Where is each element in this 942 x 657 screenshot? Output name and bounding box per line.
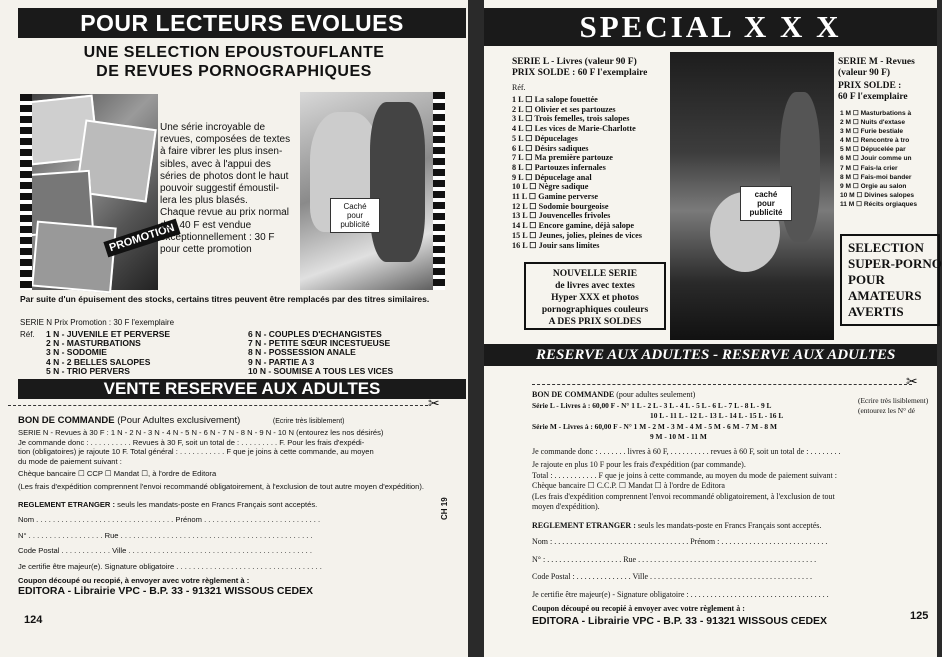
new-series-box <box>524 262 666 330</box>
censor-line: Caché <box>343 202 367 211</box>
left-headline-1: UNE SELECTION EPOUSTOUFLANTE <box>83 44 385 61</box>
list-item: 1 N - JUVENILE ET PERVERSE <box>46 329 171 339</box>
body-line: à faire vibrer les plus insen- <box>160 146 283 158</box>
order-title: BON DE COMMANDE <box>18 415 115 426</box>
postal-field[interactable]: Code Postal : . . . . . . . . . . . . . . Ville . . . . . . . . . . . . . . . . . . . . . . . . . . . . . . . . . . . . . . . . . <box>532 572 813 581</box>
foreign-payment-label: REGLEMENT ETRANGER : <box>18 499 116 509</box>
promotion-badge: PROMOTION <box>103 219 180 258</box>
order-serie-m[interactable]: Série M - Livres à : 60,00 F - N° 1 M - 2 M - 3 M - 4 M - 5 M - 6 M - 7 M - 8 M <box>532 421 777 431</box>
order-bracket-note <box>858 396 928 416</box>
list-item[interactable]: 1 L ☐ La salope fouettée <box>512 95 598 104</box>
list-item[interactable]: 15 L ☐ Jeunes, jolies, pleines de vices <box>512 230 642 240</box>
serie-m-title: SERIE M - Revues <box>838 57 915 67</box>
serie-m-price: 60 F l'exemplaire <box>838 92 908 102</box>
censor-line: publicité <box>749 208 783 217</box>
payment-options[interactable]: Chèque bancaire ☐ C.C.P. ☐ Mandat ☐ à l'ordre de Editora <box>532 481 725 490</box>
order-title: BON DE COMMANDE <box>532 390 615 399</box>
magazine-collage-photo <box>20 94 158 290</box>
order-title-suffix: (pour adultes seulement) <box>616 390 696 399</box>
name-field[interactable]: Nom : . . . . . . . . . . . . . . . . . . . . . . . . . . . . . . . . . . Prénom : . . . . . . . . . . . . . . . . . . . . . . . . . . . <box>532 537 828 546</box>
order-note-2: (entourez les N° dé <box>858 406 915 415</box>
order-line-3: du mode de paiement suivant : <box>18 456 122 466</box>
list-item: 7 N - PETITE SŒUR INCESTUEUSE <box>248 338 391 349</box>
sale-banner: VENTE RESERVEE AUX ADULTES <box>18 379 466 399</box>
body-line: revues, composées de textes <box>160 134 291 146</box>
right-page <box>484 0 942 657</box>
list-item[interactable]: 14 L ☐ Encore gamine, déjà salope <box>512 221 635 231</box>
scissors-icon: ✂ <box>906 373 918 389</box>
address-field[interactable]: N° : . . . . . . . . . . . . . . . . . . . Rue . . . . . . . . . . . . . . . . . . . . . . . . . . . . . . . . . . . . . . . . . . . . . <box>532 554 817 564</box>
list-item: 9 N - PARTIE A 3 <box>248 356 315 367</box>
name-field[interactable]: Nom . . . . . . . . . . . . . . . . . . . . . . . . . . . . . . . . . Prénom . . . . . . . . . . . . . . . . . . . . . . . . . . . . <box>18 515 321 525</box>
body-line: sibles, avec à l'appui des <box>160 158 271 170</box>
order-line-1[interactable]: Je commande donc : . . . . . . . . . . Revues à 30 F, soit un total de : . . . . . . . . . F. Pour les frais d'expédi- <box>18 437 365 447</box>
list-item[interactable]: 7 L ☐ Ma première partouze <box>512 153 613 163</box>
body-line: pour cette promotion <box>160 244 252 256</box>
list-item[interactable]: 2 M ☐ Nuits d'extase <box>840 119 906 127</box>
list-item[interactable]: 9 L ☐ Dépucelage anal <box>512 172 592 182</box>
title-list-right <box>248 330 393 376</box>
series-line: SERIE N Prix Promotion : 30 F l'exemplaire <box>20 318 175 327</box>
body-line: lera les plus blasés. <box>160 195 248 207</box>
list-item[interactable]: 5 M ☐ Dépucelée par <box>840 146 906 154</box>
censor-line: pour <box>757 199 775 208</box>
body-line: de : 40 F est vendue <box>160 219 252 231</box>
signature-field[interactable]: Je certifie être majeur(e). Signature obligatoire . . . . . . . . . . . . . . . . . . . . . . . . . . . . . . . . . . . <box>18 561 322 571</box>
ref-label: Réf. <box>20 330 35 339</box>
shipping-note: (Les frais d'expédition comprennent l'envoi recommandé obligatoirement, à l'exclusion de tout autre moyen d'expédition). <box>18 481 424 491</box>
serie-m-price-label: PRIX SOLDE : <box>838 81 902 91</box>
list-item[interactable]: 5 L ☐ Dépucelages <box>512 133 578 143</box>
list-item[interactable]: 10 M ☐ Divines salopes <box>840 191 915 199</box>
list-item[interactable]: 11 L ☐ Gamine perverse <box>512 192 599 202</box>
box-line: POUR <box>848 272 885 287</box>
box-line: SUPER-PORNO <box>848 256 942 271</box>
list-item[interactable]: 6 M ☐ Jouir comme un <box>840 155 912 163</box>
foreign-payment-text: seuls les mandats-poste en Francs Français sont acceptés. <box>637 520 822 530</box>
payment-options[interactable]: Chèque bancaire ☐ CCP ☐ Mandat ☐, à l'ordre de Editora <box>18 469 217 479</box>
list-item: 8 N - POSSESSION ANALE <box>248 347 356 358</box>
box-line: AVERTIS <box>848 304 904 319</box>
list-item[interactable]: 3 M ☐ Furie bestiale <box>840 128 904 136</box>
list-item: 10 N - SOUMISE A TOUS LES VICES <box>248 365 394 376</box>
order-line-2: Je rajoute en plus 10 F pour les frais d'expédition (par commande). <box>532 460 746 469</box>
list-item: 3 N - SODOMIE <box>46 347 107 358</box>
left-page-number: 124 <box>24 614 43 626</box>
right-top-banner: SPECIAL X X X <box>484 8 937 46</box>
left-page <box>0 0 468 657</box>
order-code: CH 19 <box>440 497 449 520</box>
coupon-note: Coupon découpé ou recopié à envoyer avec votre règlement à : <box>532 604 745 613</box>
postal-field[interactable]: Code Postal . . . . . . . . . . . . Ville . . . . . . . . . . . . . . . . . . . . . . . . . . . . . . . . . . . . . . . . . . . . <box>18 546 312 556</box>
list-item[interactable]: 7 M ☐ Fais-la crier <box>840 164 898 172</box>
list-item[interactable]: 4 L ☐ Les vices de Marie-Charlotte <box>512 124 636 134</box>
box-line: Hyper XXX et photos <box>551 293 639 303</box>
selection-box <box>840 234 940 326</box>
list-item[interactable]: 16 L ☐ Jouir sans limites <box>512 240 600 250</box>
body-line: pouvoir suggestif émoustil- <box>160 183 279 195</box>
address-field[interactable]: N° . . . . . . . . . . . . . . . . . . Rue . . . . . . . . . . . . . . . . . . . . . . . . . . . . . . . . . . . . . . . . . . . . . . <box>18 530 313 540</box>
serie-m-header <box>838 57 915 103</box>
list-item: 5 N - TRIO PERVERS <box>46 365 130 376</box>
shipping-note-cont: moyen d'expédition). <box>532 502 600 511</box>
order-title-suffix: (Pour Adultes exclusivement) <box>117 415 241 426</box>
list-item[interactable]: 8 L ☐ Partouzes infernales <box>512 162 606 172</box>
censor-line: pour <box>346 211 363 220</box>
list-item: 4 N - 2 BELLES SALOPES <box>46 356 151 367</box>
body-line: exceptionnellement : 30 F <box>160 231 275 243</box>
order-serie-line[interactable]: SERIE N - Revues à 30 F : 1 N - 2 N - 3 N - 4 N - 5 N - 6 N - 7 N - 8 N - 9 N - 10 N (entourez les nos désirés) <box>18 428 384 437</box>
list-item[interactable]: 6 L ☐ Désirs sadiques <box>512 143 589 153</box>
list-item: 6 N - COUPLES D'ECHANGISTES <box>248 329 382 339</box>
left-top-banner: POUR LECTEURS EVOLUES <box>18 8 466 38</box>
box-line: A DES PRIX SOLDES <box>548 317 642 327</box>
title-list-left <box>46 330 170 376</box>
list-item[interactable]: 9 M ☐ Orgie au salon <box>840 182 907 190</box>
box-line: NOUVELLE SERIE <box>552 269 638 279</box>
list-item[interactable]: 3 L ☐ Trois femelles, trois salopes <box>512 114 630 124</box>
book-list <box>512 95 642 250</box>
order-line-2[interactable]: tion (obligatoires) je rajoute 10 F. Total général : . . . . . . . . . . . F que je joins à cette commande, au moyen <box>18 447 374 457</box>
list-item[interactable]: 10 L ☐ Nègre sadique <box>512 182 589 192</box>
signature-field[interactable]: Je certifie être majeur(e) - Signature obligatoire : . . . . . . . . . . . . . . . . . . . . . . . . . . . . . . . . . . . <box>532 589 829 599</box>
serie-l-title: SERIE L - Livres (valeur 90 F) <box>512 57 637 67</box>
magazine-list <box>840 109 937 209</box>
order-note: (Ecrire très lisiblement) <box>272 418 345 425</box>
adult-banner: RESERVE AUX ADULTES - RESERVE AUX ADULTES <box>484 344 937 366</box>
left-order-form <box>18 415 448 598</box>
list-item[interactable]: 12 L ☐ Sodomie bourgeoise <box>512 201 609 211</box>
order-serie-l-cont[interactable]: 10 L - 11 L - 12 L - 13 L - 14 L - 15 L - 16 L <box>650 411 784 420</box>
order-serie-m-cont[interactable]: 9 M - 10 M - 11 M <box>650 432 707 441</box>
box-line: pornographiques couleurs <box>541 305 649 315</box>
foreign-payment-label: REGLEMENT ETRANGER : <box>532 520 636 530</box>
right-page-number: 125 <box>910 610 929 622</box>
censor-line: caché <box>754 190 778 199</box>
body-line: Une série incroyable de <box>160 122 266 133</box>
list-item: 2 N - MASTURBATIONS <box>46 338 141 349</box>
body-line: Chaque revue au prix normal <box>160 207 289 219</box>
left-censor-label <box>330 198 380 233</box>
order-line-3[interactable]: Total : . . . . . . . . . . . F que je joins à cette commande, au moyen du mode de paiement suivant : <box>532 470 837 480</box>
list-item[interactable]: 13 L ☐ Jouvencelles frivoles <box>512 211 611 221</box>
right-ref-label: Réf. <box>512 83 526 92</box>
box-line: SELECTION <box>848 240 924 255</box>
list-item[interactable]: 8 M ☐ Fais-moi bander <box>840 173 912 181</box>
right-order-form <box>532 390 937 628</box>
editora-address: EDITORA - Librairie VPC - B.P. 33 - 91321 WISSOUS CEDEX <box>18 585 314 598</box>
foreign-payment-text: seuls les mandats-poste en Francs Français sont acceptés. <box>117 499 318 509</box>
left-headline-2: DE REVUES PORNOGRAPHIQUES <box>96 63 372 80</box>
left-couple-photo <box>300 92 445 290</box>
list-item[interactable]: 2 L ☐ Olivier et ses partouzes <box>512 104 616 114</box>
serie-l-price: PRIX SOLDE : 60 F l'exemplaire <box>512 68 648 78</box>
serie-m-value: (valeur 90 F) <box>838 68 891 78</box>
shipping-note: (Les frais d'expédition comprennent l'envoi recommandé obligatoirement, à l'exclusion de tout <box>532 491 835 501</box>
body-line: séries de photos dont le haut <box>160 170 289 182</box>
order-serie-l[interactable]: Série L - Livres à : 60,00 F - N° 1 L - 2 L - 3 L - 4 L - 5 L - 6 L - 7 L - 8 L - 9 L <box>532 400 772 410</box>
editora-address: EDITORA - Librairie VPC - B.P. 33 - 91321 WISSOUS CEDEX <box>532 614 828 627</box>
censor-line: publicité <box>340 220 370 229</box>
coupon-note: Coupon découpé ou recopié, à envoyer avec votre règlement à : <box>18 575 250 585</box>
list-item[interactable]: 4 M ☐ Rencontre à tro <box>840 137 910 145</box>
box-line: de livres avec textes <box>555 281 635 291</box>
box-line: AMATEURS <box>848 288 922 303</box>
order-line-1[interactable]: Je commande donc : . . . . . . . livres à 60 F, . . . . . . . . . . revues à 60 F, soit un total de : . . . . . . . . <box>532 446 841 456</box>
right-censor-label <box>740 186 792 221</box>
list-item[interactable]: 1 M ☐ Masturbations à <box>840 110 912 117</box>
left-body-text <box>160 122 298 256</box>
serie-l-header <box>512 57 647 79</box>
scissors-icon: ✂ <box>428 395 440 411</box>
order-note: (Ecrire très lisiblement) <box>858 396 929 405</box>
list-item[interactable]: 11 M ☐ Récits orgiaques <box>840 200 918 208</box>
stock-note: Par suite d'un épuisement des stocks, certains titres peuvent être remplacés par des titres similaires. <box>20 294 430 304</box>
